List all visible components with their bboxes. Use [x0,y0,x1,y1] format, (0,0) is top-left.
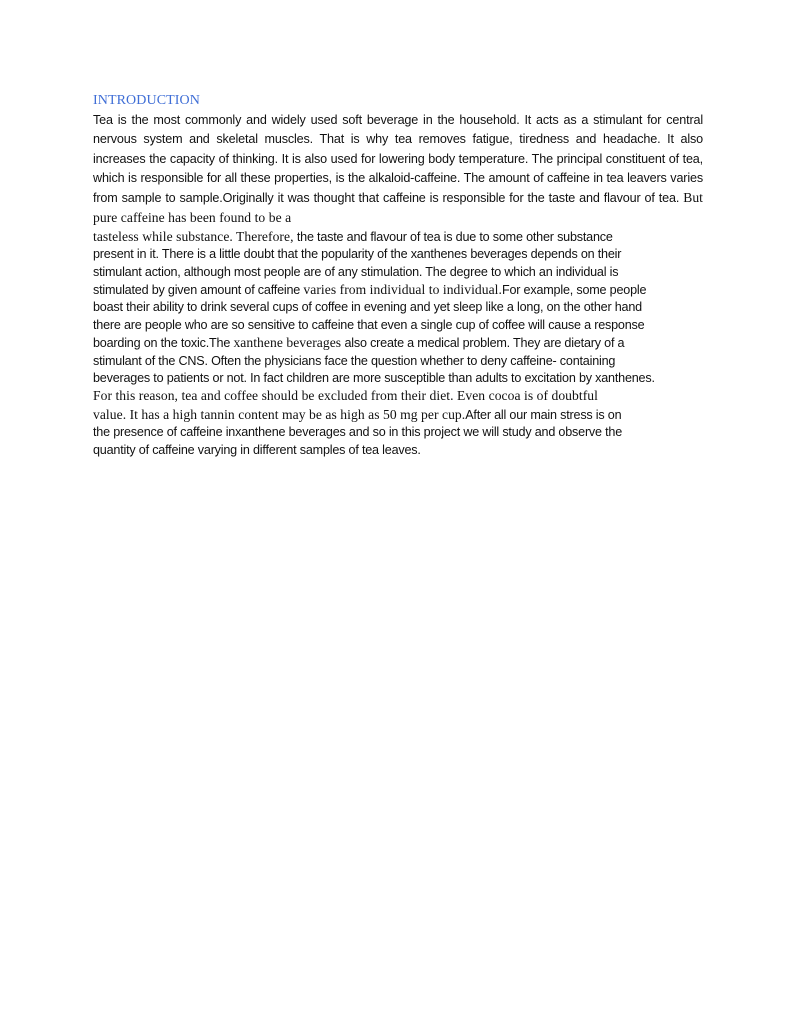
text-fragment-serif: xanthene beverages [233,335,342,351]
text-fragment: the taste and flavour of tea is due to some other substance [296,229,613,244]
text-line: stimulant of the CNS. Often the physicians face the question whether to deny caffeine- containing [93,353,616,368]
text-line [93,281,703,299]
text-line: boast their ability to drink several cups of coffee in evening and yet sleep like a long, on the other hand [93,300,642,315]
text-line: quantity of caffeine varying in different samples of tea leaves. [93,442,421,457]
text-fragment: For example, some people [501,283,647,297]
text-fragment: boarding on the toxic.The [93,336,231,351]
text-line: Tea is the most commonly and widely used soft beverage in the household. It acts as a stimulant for central [93,113,703,127]
text-fragment: After all our main stress is on [465,407,622,422]
text-line [93,334,703,352]
justified-paragraph [93,111,703,229]
text-line: flavour of tea. [603,191,680,206]
text-fragment-serif: For this reason, tea and coffee should be excluded from their diet. Even cocoa is of doubtful [93,388,598,404]
text-line [93,387,703,405]
text-line: tea, which is responsible for all these properties, is the alkaloid-caffeine. The amount of caffeine in tea [93,151,703,185]
text-line: the presence of caffeine inxanthene beverages and so in this project we will study and observe the [93,425,623,440]
text-fragment: stimulated by given amount of caffeine [93,283,301,297]
text-line: stimulant action, although most people are of any stimulation. The degree to which an individual is [93,264,619,279]
text-fragment-serif: But pure caffeine has been found to be a [93,190,704,226]
text-line: increases the capacity of thinking. It is also used for lowering body temperature. The principal constituent of [93,151,679,166]
text-line [93,228,703,246]
text-line: there are people who are so sensitive to caffeine that even a single cup of coffee will cause a response [93,317,645,332]
text-fragment: also create a medical problem. They are dietary of a [344,336,625,351]
text-line: beverages to patients or not. In fact children are more susceptible than adults to excitation by xanthenes. [93,371,655,386]
text-fragment-serif: varies from individual to individual. [303,282,502,297]
text-line [93,406,703,424]
section-heading: INTRODUCTION [93,93,200,108]
text-line: nervous system and skeletal muscles. That is why tea removes fatigue, tiredness and headache. It also [93,132,703,147]
text-line: present in it. There is a little doubt that the popularity of the xanthenes beverages depends on their [93,247,622,262]
text-fragment-serif: value. It has a high tannin content may be as high as 50 mg per cup. [93,406,466,422]
body-text [93,111,703,459]
text-fragment-serif: tasteless while substance. Therefore, [93,228,294,244]
text-line: leavers varies from sample to sample.Originally it was thought that caffeine is responsible for the taste and [93,170,703,206]
